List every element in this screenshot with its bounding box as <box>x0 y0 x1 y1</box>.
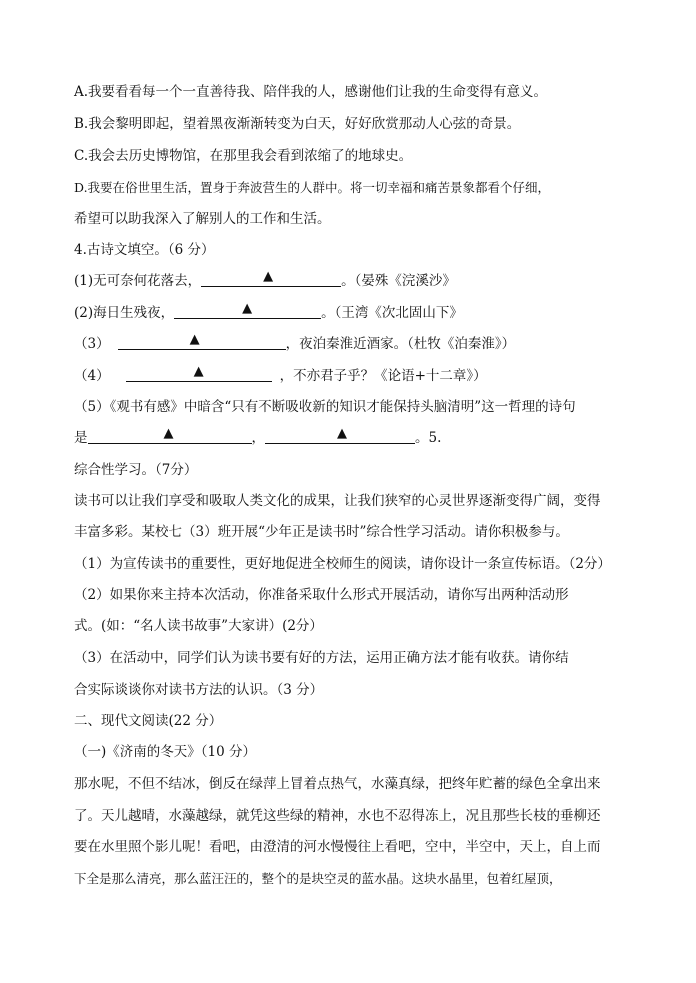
fill-blank-5-prompt: （5）《观书有感》中暗含“只有不断吸收新的知识才能保持头脑清明”这一哲理的诗句 <box>74 399 576 415</box>
fill-blank-1-source: 。（晏殊《浣溪沙》 <box>341 273 456 289</box>
fill-blank-5-lead: 是 <box>74 430 88 446</box>
sub-question-2-continued: 式。(如：“名人读书故事”大家讲）(2分） <box>74 618 323 634</box>
fill-blank-4 <box>74 364 487 385</box>
option-a: A.我要看看每一个一直善待我、陪伴我的人，感谢他们让我的生命变得有意义。 <box>74 84 548 100</box>
fill-blank-3-text: ，夜泊秦淮近酒家。（杜牧《泊秦淮》） <box>285 336 516 352</box>
fill-blank-3-number: （3） <box>74 336 110 352</box>
triangle-icon: ▲ <box>263 269 274 284</box>
answer-blank-3[interactable] <box>118 332 286 350</box>
sub-question-3: （3）在活动中，同学们认为读书要有好的方法，运用正确方法才能有收获。请你结 <box>74 650 569 666</box>
fill-blank-4-number: （4） <box>74 368 110 384</box>
passage-line-1: 那水呢，不但不结冰，倒反在绿萍上冒着点热气，水藻真绿，把终年贮蓄的绿色全拿出来 <box>74 776 601 792</box>
triangle-icon: ▲ <box>242 301 253 316</box>
option-d-continued: 希望可以助我深入了解别人的工作和生活。 <box>74 211 331 227</box>
passage-line-3: 要在水里照个影儿呢！看吧，由澄清的河水慢慢往上看吧，空中，半空中，天上，自上而 <box>74 839 601 855</box>
passage-line-2: 了。天儿越晴，水藻越绿，就凭这些绿的精神，水也不忍得冻上，况且那些长枝的垂柳还 <box>74 808 601 824</box>
answer-blank-1[interactable] <box>201 269 341 287</box>
option-d: D.我要在俗世里生活，置身于奔波营生的人群中。将一切幸福和痛苦景象都看个仔细， <box>74 180 551 195</box>
fill-blank-5-end: 。5. <box>415 430 442 446</box>
fill-blank-3 <box>74 332 516 353</box>
answer-blank-4[interactable] <box>126 364 272 382</box>
fill-blank-2-prompt: (2)海日生残夜， <box>74 305 175 321</box>
intro-paragraph-line-1: 读书可以让我们享受和吸取人类文化的成果，让我们狭窄的心灵世界逐渐变得广阔，变得 <box>74 493 601 509</box>
passage-line-4: 下全是那么清亮，那么蓝汪汪的，整个的是块空灵的蓝水晶。这块水晶里，包着红屋顶， <box>74 871 562 886</box>
triangle-icon: ▲ <box>193 364 204 379</box>
sub-question-3-continued: 合实际谈谈你对读书方法的认识。（3 分） <box>74 682 324 698</box>
sub-question-2: （2）如果你来主持本次活动，你准备采取什么形式开展活动，请你写出两种活动形 <box>74 587 569 603</box>
option-b: B.我会黎明即起，望着黑夜渐渐转变为白天，好好欣赏那动人心弦的奇景。 <box>74 116 521 132</box>
question-4-heading: 4.古诗文填空。（6 分） <box>74 242 215 258</box>
fill-blank-4-text: ，不亦君子乎？《论语+十二章》） <box>279 368 487 384</box>
triangle-icon: ▲ <box>189 332 200 347</box>
passage-title: （一)《济南的冬天》（10 分） <box>74 744 256 760</box>
fill-blank-1-prompt: (1)无可奈何花落去， <box>74 273 202 289</box>
sub-question-1: （1）为宣传读书的重要性，更好地促进全校师生的阅读，请你设计一条宣传标语。（2分） <box>74 556 611 572</box>
fill-blank-5 <box>74 426 442 447</box>
fill-blank-1 <box>74 269 456 290</box>
answer-blank-5a[interactable] <box>88 426 252 444</box>
triangle-icon: ▲ <box>337 426 347 441</box>
section-2-heading: 二、现代文阅读(22 分） <box>74 713 223 729</box>
intro-paragraph-line-2: 丰富多彩。某校七（3）班开展“少年正是读书时”综合性学习活动。请你积极参与。 <box>74 524 569 540</box>
option-c: C.我会去历史博物馆，在那里我会看到浓缩了的地球史。 <box>74 148 413 164</box>
fill-blank-2 <box>74 301 463 322</box>
triangle-icon: ▲ <box>163 426 174 441</box>
fill-blank-5-comma: ， <box>251 430 265 446</box>
answer-blank-5b[interactable] <box>265 426 415 444</box>
answer-blank-2[interactable] <box>174 301 321 319</box>
fill-blank-2-source: 。（王湾《次北固山下》 <box>321 305 463 321</box>
question-5-heading: 综合性学习。（7分） <box>74 462 198 478</box>
